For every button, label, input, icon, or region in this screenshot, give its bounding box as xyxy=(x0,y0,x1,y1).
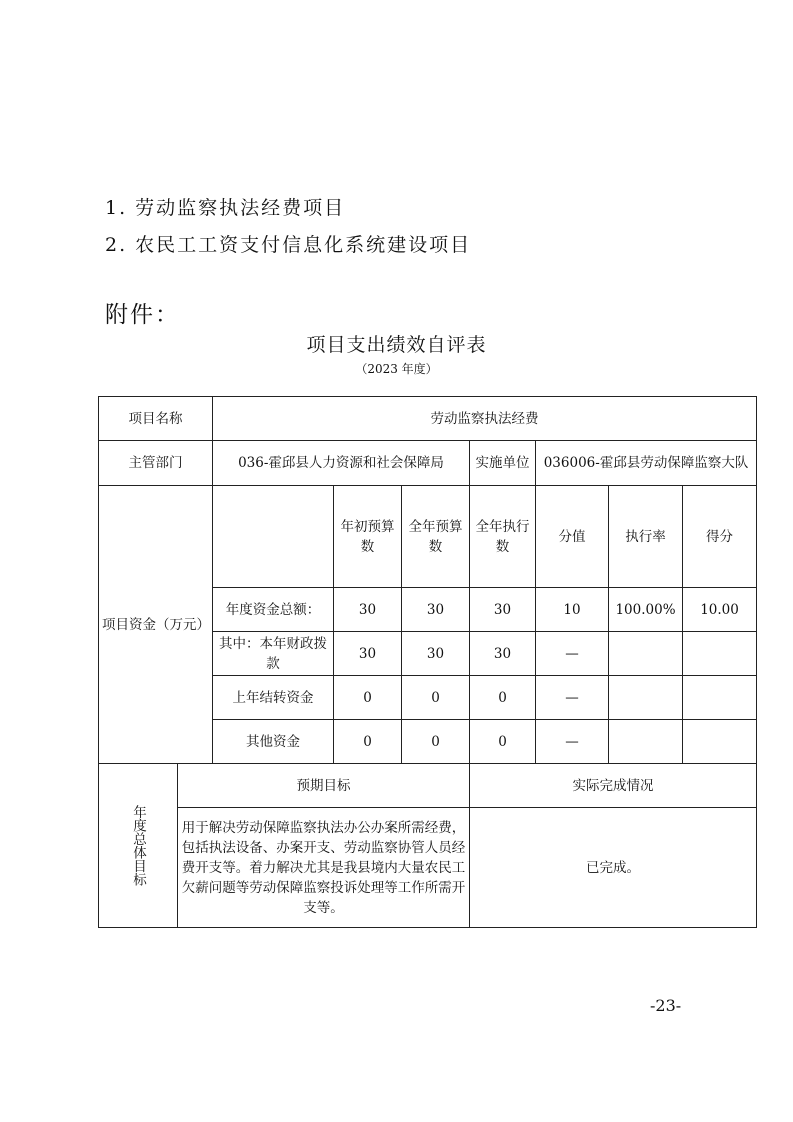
row-department xyxy=(99,441,757,486)
cell-score xyxy=(683,676,757,720)
dept-value: 036-霍邱县人力资源和社会保障局 xyxy=(213,441,470,486)
cell-rate xyxy=(609,632,683,676)
form-title: 项目支出绩效自评表 xyxy=(306,334,487,356)
cell-initial: 0 xyxy=(334,720,402,764)
cell-score-value: — xyxy=(536,720,609,764)
cell-score-value: — xyxy=(536,676,609,720)
cell-annual: 0 xyxy=(402,720,470,764)
project-name-label: 项目名称 xyxy=(99,397,213,441)
row-project-name xyxy=(99,397,757,441)
performance-table xyxy=(98,396,757,928)
cell-executed: 30 xyxy=(470,588,536,632)
cell-rate xyxy=(609,720,683,764)
expected-label: 预期目标 xyxy=(178,764,470,808)
actual-text: 已完成。 xyxy=(470,808,757,928)
header-rate: 执行率 xyxy=(609,486,683,588)
row-label: 上年结转资金 xyxy=(213,676,334,720)
cell-rate: 100.00% xyxy=(609,588,683,632)
funds-label: 项目资金（万元） xyxy=(99,486,213,764)
empty-header-cell xyxy=(213,486,334,588)
actual-label: 实际完成情况 xyxy=(470,764,757,808)
header-score-value: 分值 xyxy=(536,486,609,588)
cell-score xyxy=(683,632,757,676)
impl-label: 实施单位 xyxy=(470,441,536,486)
cell-rate xyxy=(609,676,683,720)
cell-score xyxy=(683,720,757,764)
cell-score-value: 10 xyxy=(536,588,609,632)
dept-label: 主管部门 xyxy=(99,441,213,486)
cell-score: 10.00 xyxy=(683,588,757,632)
cell-annual: 30 xyxy=(402,632,470,676)
expected-text: 用于解决劳动保障监察执法办公办案所需经费，包括执法设备、办案开支、劳动监察协管人员经费开支等。着力解决尤其是我县境内大量农民工欠薪问题等劳动保障监察投诉处理等工作所需开支等。 xyxy=(178,808,470,928)
cell-executed: 0 xyxy=(470,676,536,720)
project-item-2: 2. 农民工工资支付信息化系统建设项目 xyxy=(105,234,472,256)
row-label: 其中：本年财政拨款 xyxy=(213,632,334,676)
header-executed: 全年执行数 xyxy=(470,486,536,588)
impl-value: 036006-霍邱县劳动保障监察大队 xyxy=(536,441,757,486)
row-fund-headers xyxy=(99,486,757,588)
attachment-label: 附件： xyxy=(105,302,180,328)
cell-annual: 30 xyxy=(402,588,470,632)
cell-executed: 30 xyxy=(470,632,536,676)
cell-initial: 0 xyxy=(334,676,402,720)
goal-label: 年度总体目标 xyxy=(99,764,178,928)
row-goal-content xyxy=(99,808,757,928)
row-goal-headers xyxy=(99,764,757,808)
cell-initial: 30 xyxy=(334,588,402,632)
cell-annual: 0 xyxy=(402,676,470,720)
cell-executed: 0 xyxy=(470,720,536,764)
form-subtitle: （2023 年度） xyxy=(355,362,438,376)
project-item-1: 1. 劳动监察执法经费项目 xyxy=(105,197,346,219)
project-name-value: 劳动监察执法经费 xyxy=(213,397,757,441)
row-label: 年度资金总额： xyxy=(213,588,334,632)
cell-score-value: — xyxy=(536,632,609,676)
cell-initial: 30 xyxy=(334,632,402,676)
header-initial: 年初预算数 xyxy=(334,486,402,588)
header-score: 得分 xyxy=(683,486,757,588)
header-annual: 全年预算数 xyxy=(402,486,470,588)
row-label: 其他资金 xyxy=(213,720,334,764)
page-number: -23- xyxy=(650,996,682,1015)
